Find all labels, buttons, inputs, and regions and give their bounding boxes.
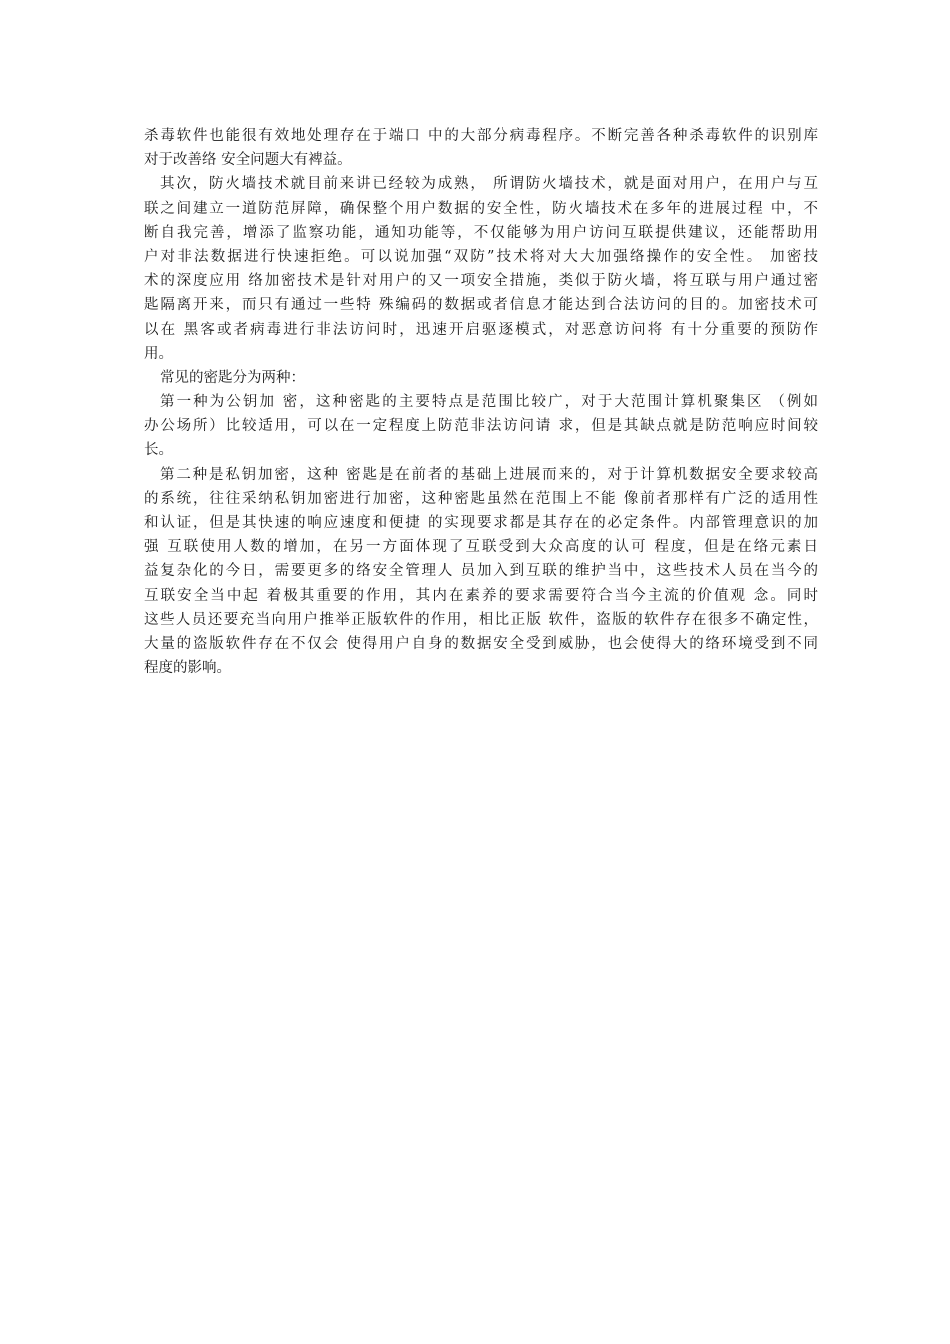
text-line: 以在 黑客或者病毒进行非法访问时，迅速开启驱逐模式，对恶意访问将 有十分重要的预防作 xyxy=(144,321,818,338)
text-line: 断自我完善，增添了监察功能，通知功能等，不仅能够为用户访问互联提供建议，还能帮助用 xyxy=(144,224,818,241)
text-line: 对于改善络 安全问题大有裨益。 xyxy=(144,152,352,169)
text-line: 这些人员还要充当向用户推举正版软件的作用，相比正版 软件，盗版的软件存在很多不确定性， xyxy=(144,611,818,628)
text-line: 强 互联使用人数的增加，在另一方面体现了互联受到大众高度的认可 程度，但是在络元素日 xyxy=(144,539,818,556)
text-line: 办公场所）比较适用，可以在一定程度上防范非法访问请 求，但是其缺点就是防范响应时间较 xyxy=(144,418,818,435)
text-line: 和认证，但是其快速的响应速度和便捷 的实现要求都是其存在的必定条件。内部管理意识的加 xyxy=(144,515,818,531)
document-body xyxy=(144,124,818,680)
text-line: 大量的盗版软件存在不仅会 使得用户自身的数据安全受到威胁，也会使得大的络环境受到不同 xyxy=(144,635,818,652)
text-line: 用。 xyxy=(144,345,173,362)
text-line: 程度的影响。 xyxy=(144,660,231,677)
text-line: 第二种是私钥加密，这种 密匙是在前者的基础上进展而来的，对于计算机数据安全要求较高 xyxy=(160,466,818,483)
text-line: 第一种为公钥加 密，这种密匙的主要特点是范围比较广，对于大范围计算机聚集区 （例如 xyxy=(160,394,818,411)
text-line: 互联安全当中起 着极其重要的作用，其内在素养的要求需要符合当今主流的价值观 念。同时 xyxy=(144,587,818,604)
text-line: 杀毒软件也能很有效地处理存在于端口 中的大部分病毒程序。不断完善各种杀毒软件的识别库 xyxy=(144,128,818,144)
text-line: 其次，防火墙技术就目前来讲已经较为成熟， 所谓防火墙技术，就是面对用户，在用户与互 xyxy=(160,176,818,193)
text-line: 匙隔离开来，而只有通过一些特 殊编码的数据或者信息才能达到合法访问的目的。加密技术可 xyxy=(144,297,818,314)
text-line: 户对非法数据进行快速拒绝。可以说加强“双防”技术将对大大加强络操作的安全性。 加密技 xyxy=(144,248,818,265)
text-line: 益复杂化的今日，需要更多的络安全管理人 员加入到互联的维护当中，这些技术人员在当今的 xyxy=(144,563,818,580)
text-line: 联之间建立一道防范屏障，确保整个用户数据的安全性，防火墙技术在多年的进展过程 中，不 xyxy=(144,200,818,217)
text-line: 的系统，往往采纳私钥加密进行加密，这种密匙虽然在范围上不能 像前者那样有广泛的适用性 xyxy=(144,490,818,507)
text-line: 常见的密匙分为两种： xyxy=(160,369,305,386)
text-line: 长。 xyxy=(144,442,173,459)
text-line: 术的深度应用 络加密技术是针对用户的又一项安全措施，类似于防火墙，将互联与用户通过密 xyxy=(144,273,818,290)
